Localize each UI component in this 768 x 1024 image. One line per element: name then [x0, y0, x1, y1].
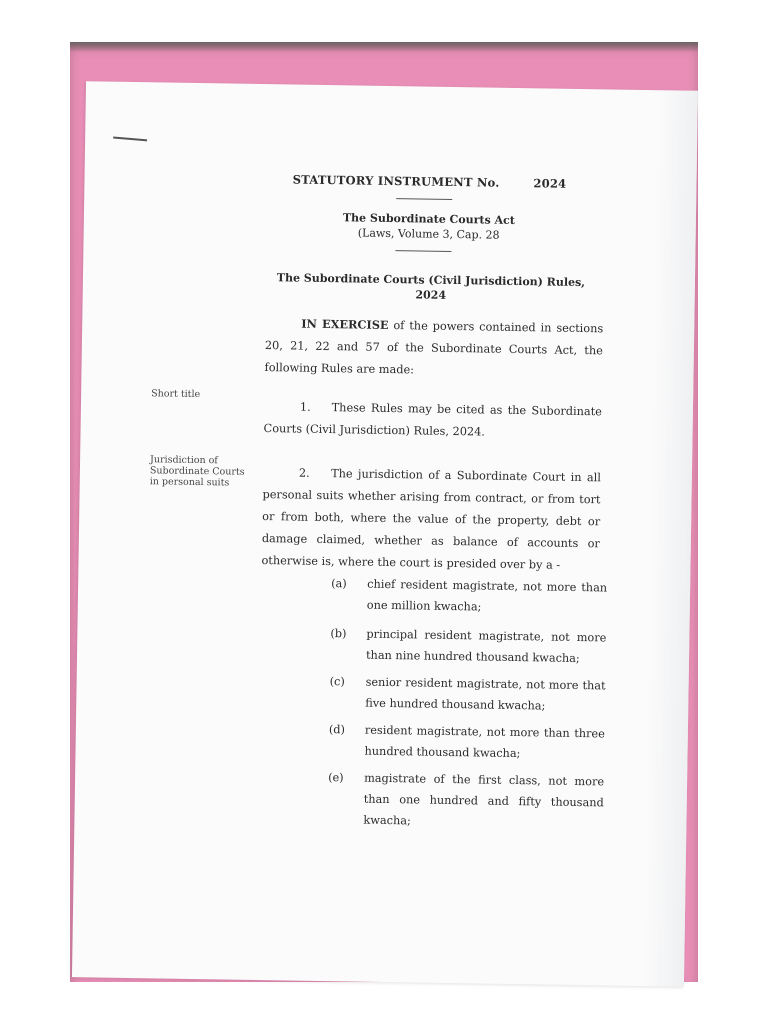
section-1-text: These Rules may be cited as the Subordinate Courts (Civil Jurisdiction) Rules, 2024.: [263, 401, 603, 439]
instrument-label: STATUTORY INSTRUMENT No.: [292, 172, 500, 190]
rules-title-line1: The Subordinate Courts (Civil Jurisdiction) Rules,: [276, 271, 586, 290]
margin-note-jurisdiction: Jurisdiction of Subordinate Courts in personal suits: [149, 454, 245, 489]
list-item-label: (e): [328, 771, 344, 785]
list-item-text: magistrate of the first class, not more than one hundred and fifty thousand kwacha;: [363, 771, 605, 828]
section-2-number: 2.: [298, 466, 310, 480]
act-divider: [395, 250, 451, 252]
list-item-text: chief resident magistrate, not more than one million kwacha;: [366, 577, 608, 614]
list-item-text: senior resident magistrate, not more that five hundred thousand kwacha;: [365, 675, 606, 713]
rules-title-line2: 2024: [415, 288, 447, 302]
document-page: [72, 81, 698, 987]
preamble-text: of the powers contained in sections 20, 21, 22 and 57 of the Subordinate Courts Act, the following Rules are made:: [264, 318, 604, 377]
instrument-year: 2024: [533, 176, 567, 191]
act-reference: (Laws, Volume 3, Cap. 28: [357, 226, 500, 242]
margin-note-short-title: Short title: [151, 388, 201, 401]
section-1-number: 1.: [299, 400, 311, 414]
list-item-text: resident magistrate, not more than three hundred thousand kwacha;: [364, 723, 605, 761]
instrument-heading: [264, 172, 594, 191]
list-item-label: (c): [329, 675, 345, 689]
list-item: [328, 767, 608, 828]
act-title: The Subordinate Courts Act: [342, 211, 515, 227]
list-item-label: (d): [328, 723, 346, 737]
section-1: [263, 396, 602, 445]
list-item-label: (b): [330, 627, 347, 641]
list-item-label: (a): [331, 577, 347, 591]
list-item-text: principal resident magistrate, not more than nine hundred thousand kwacha;: [365, 627, 607, 666]
preamble: [264, 312, 603, 384]
heading-divider: [396, 198, 452, 200]
preamble-lead: IN EXERCISE: [301, 316, 389, 332]
list-item: [330, 623, 611, 666]
list-item: [329, 671, 610, 713]
pen-mark: [113, 136, 147, 141]
section-2: [261, 462, 601, 577]
rules-title: [261, 270, 601, 305]
section-2-text: The jurisdiction of a Subordinate Court in all personal suits whether arising from contract, or from tort or from both, where the value of the property, debt or damage claimed, whether as balance of accounts or otherwise is, where the court is presided over by a -: [261, 467, 601, 572]
list-item: [328, 719, 609, 761]
